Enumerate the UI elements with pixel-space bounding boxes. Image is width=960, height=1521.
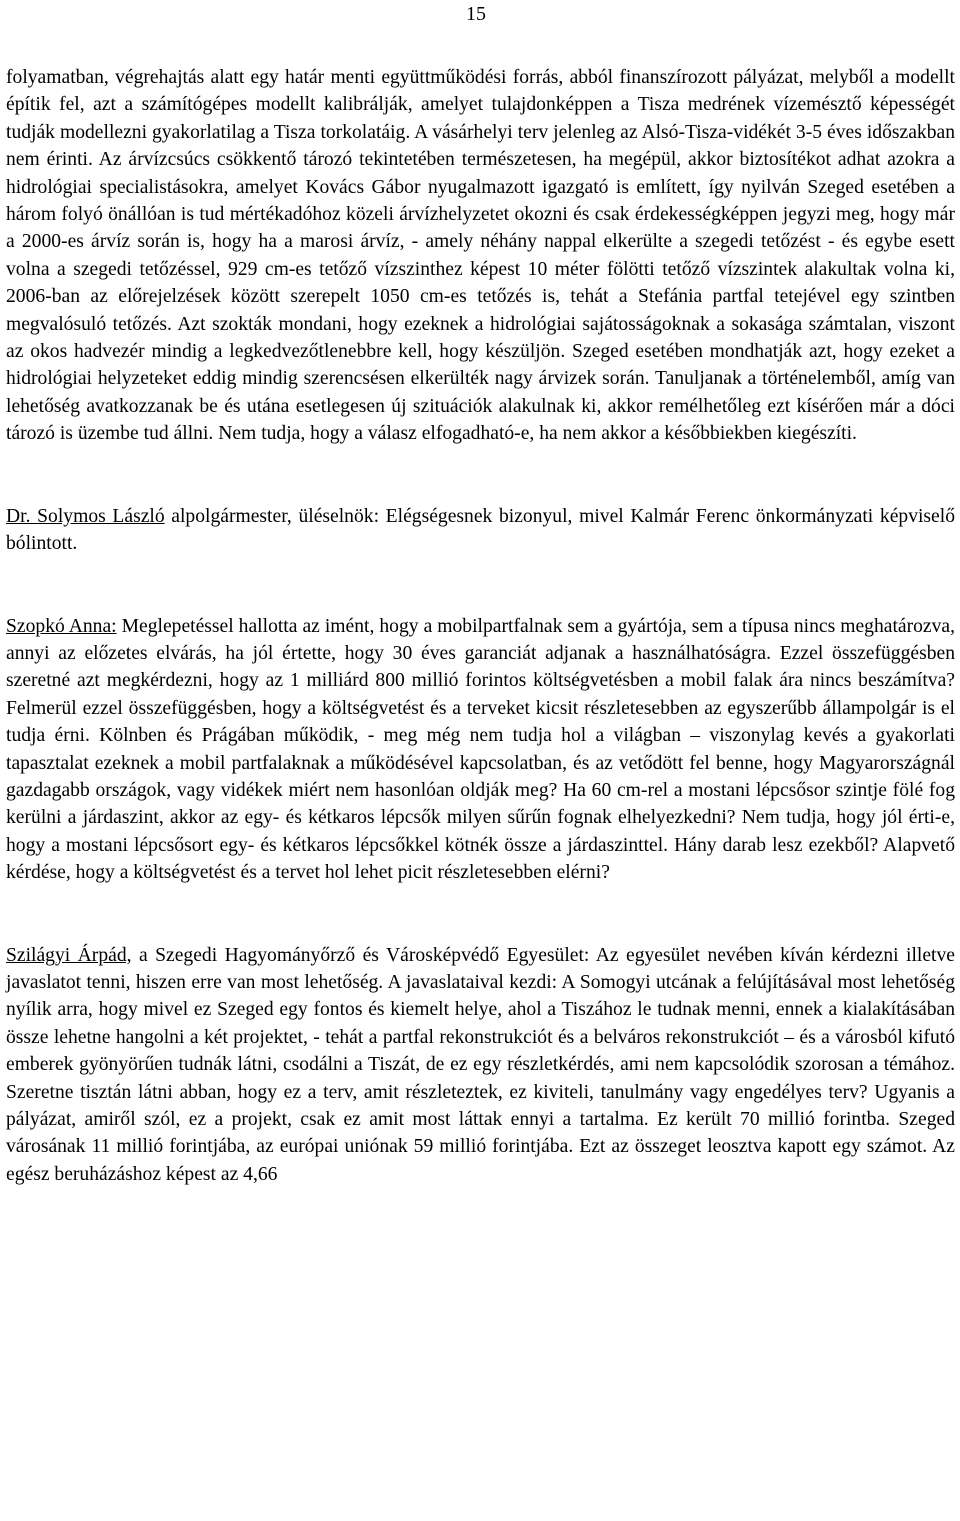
paragraph-text: Meglepetéssel hallotta az imént, hogy a mobilpartfalnak sem a gyártója, sem a típusa nincs meghatározva, annyi az előzetes elvárás, ha jól értette, hogy 30 éves garanciát adjanak a használhatóságra. Ezzel összefüggésben szeretné azt megkérdezni, hogy az 1 milliárd 800 millió forintos költségvetésben a mobil falak ára nincs beszámítva? Felmerül ezzel összefüggésben, hogy a költségvetést és a terveket kicsit részletesebben az egyszerűbb állampolgár is el tudja érni. Kölnben és Prágában működik, - meg még nem tudja hol a világban – viszonylag kevés a gyakorlati tapasztalat ezeknek a mobil partfalaknak a működésével kapcsolatban, és az vetődött fel benne, hogy Magyarországnál gazdagabb országok, vagy vidékek miért nem hasonlóan oldják meg? Ha 60 cm-rel a mostani lépcsősor szintje fölé fog kerülni a járdaszint, akkor az egy- és kétkaros lépcsők milyen sűrűn fognak elhelyezkedni? Nem tudja, hogy jól érti-e, hogy a mostani lépcsősort egy- és kétkaros lépcsőkkel kötnék össze a járdaszinttel. Hány darab lesz ezekből? Alapvető kérdése, hogy a költségvetést és a tervet hol lehet picit részletesebben elérni?: [6, 615, 956, 884]
speaker-name: Solymos László: [37, 505, 165, 527]
paragraph-solymos: [6, 503, 955, 558]
paragraph-szilagyi: [6, 942, 955, 1189]
paragraph-text: alpolgármester, üléselnök: Elégségesnek bizonyul, mivel Kalmár Ferenc önkormányzati képviselő bólintott.: [6, 505, 955, 555]
speaker-name: Szopkó Anna:: [6, 615, 117, 637]
speaker-name: Szilágyi Árpád,: [6, 944, 132, 966]
paragraph-szopko: [6, 613, 955, 887]
paragraph-continuation: [6, 64, 955, 448]
document-body: [6, 64, 955, 1188]
paragraph-text: folyamatban, végrehajtás alatt egy határ menti együttműködési forrás, abból finanszírozott pályázat, melyből a modellt építik fel, azt a számítógépes modellt kalibrálják, amelyet tulajdonképpen a Tisza medrének vízemésztő képességét tudják modellezni gyakorlatilag a Tisza torkolatáig. A vásárhelyi terv jelenleg az Alsó-Tisza-vidékét 3-5 éves időszakban nem érinti. Az árvízcsúcs csökkentő tározó tekintetében természetesen, ha megépül, akkor biztosítékot adhat azokra a hidrológiai specialistásokra, amelyet Kovács Gábor nyugalmazott igazgató is említett, így nyilván Szeged esetében a három folyó önállóan is tud mértékadóhoz közeli árvízhelyzetet okozni és csak érdekességképpen jegyzi meg, hogy már a 2000-es árvíz során is, hogy ha a marosi árvíz, - amely néhány nappal elkerülte a szegedi tetőzést - és egybe esett volna a szegedi tetőzéssel, 929 cm-es tetőző vízszinthez képest 10 méter fölötti tetőző vízszintek alakultak volna ki, 2006-ban az előrejelzések között szerepelt 1050 cm-es tetőzés is, tehát a Stefánia partfal tetejével egy szintben megvalósuló tetőzés. Azt szokták mondani, hogy ezeknek a hidrológiai sajátosságoknak a sokasága számtalan, viszont az okos hadvezér mindig a legkedvezőtlenebbre kell, hogy készüljön. Szeged esetében mondhatják azt, hogy ezeket a hidrológiai helyzeteket eddig mindig szerencsésen elkerülték nagy árvizek során. Tanuljanak a történelemből, amíg van lehetőség avatkozzanak be és utána esetlegesen új szituációk alakulnak ki, akkor remélhetőleg ezt kísérően már a dóci tározó is üzembe tud állni. Nem tudja, hogy a válasz elfogadható-e, ha nem akkor a későbbiekben kiegészíti.: [6, 67, 955, 445]
speaker-prefix: Dr.: [6, 505, 38, 527]
paragraph-text: a Szegedi Hagyományőrző és Városképvédő Egyesület: Az egyesület nevében kíván kérdezni illetve javaslatot tenni, hiszen erre van most lehetőség. A javaslataival kezdi: A Somogyi utcának a felújításával most lehetőség nyílik arra, hogy mivel ez Szeged egy fontos és kiemelt helye, ahol a Tiszához le tudnak menni, ennek a kialakításában össze lehetne hangolni a két projektet, - tehát a partfal rekonstrukciót és a belváros rekonstrukciót – és a városból kifutó emberek gyönyörűen tudnák látni, csodálni a Tiszát, de ez egy részletkérdés, ami nem kapcsolódik szorosan a témához. Szeretne tisztán látni abban, hogy ez a terv, amit részleteztek, ez kiviteli, tanulmány vagy engedélyes terv? Ugyanis a pályázat, amiről szól, ez a projekt, csak ez amit most láttak ennyi a tartalma. Ez került 70 millió forintba. Szeged városának 11 millió forintjába, az európai uniónak 59 millió forintjába. Ezt az összeget leosztva kapott egy számot. Az egész beruházáshoz képest az 4,66: [6, 944, 955, 1185]
page-number: 15: [466, 3, 486, 25]
